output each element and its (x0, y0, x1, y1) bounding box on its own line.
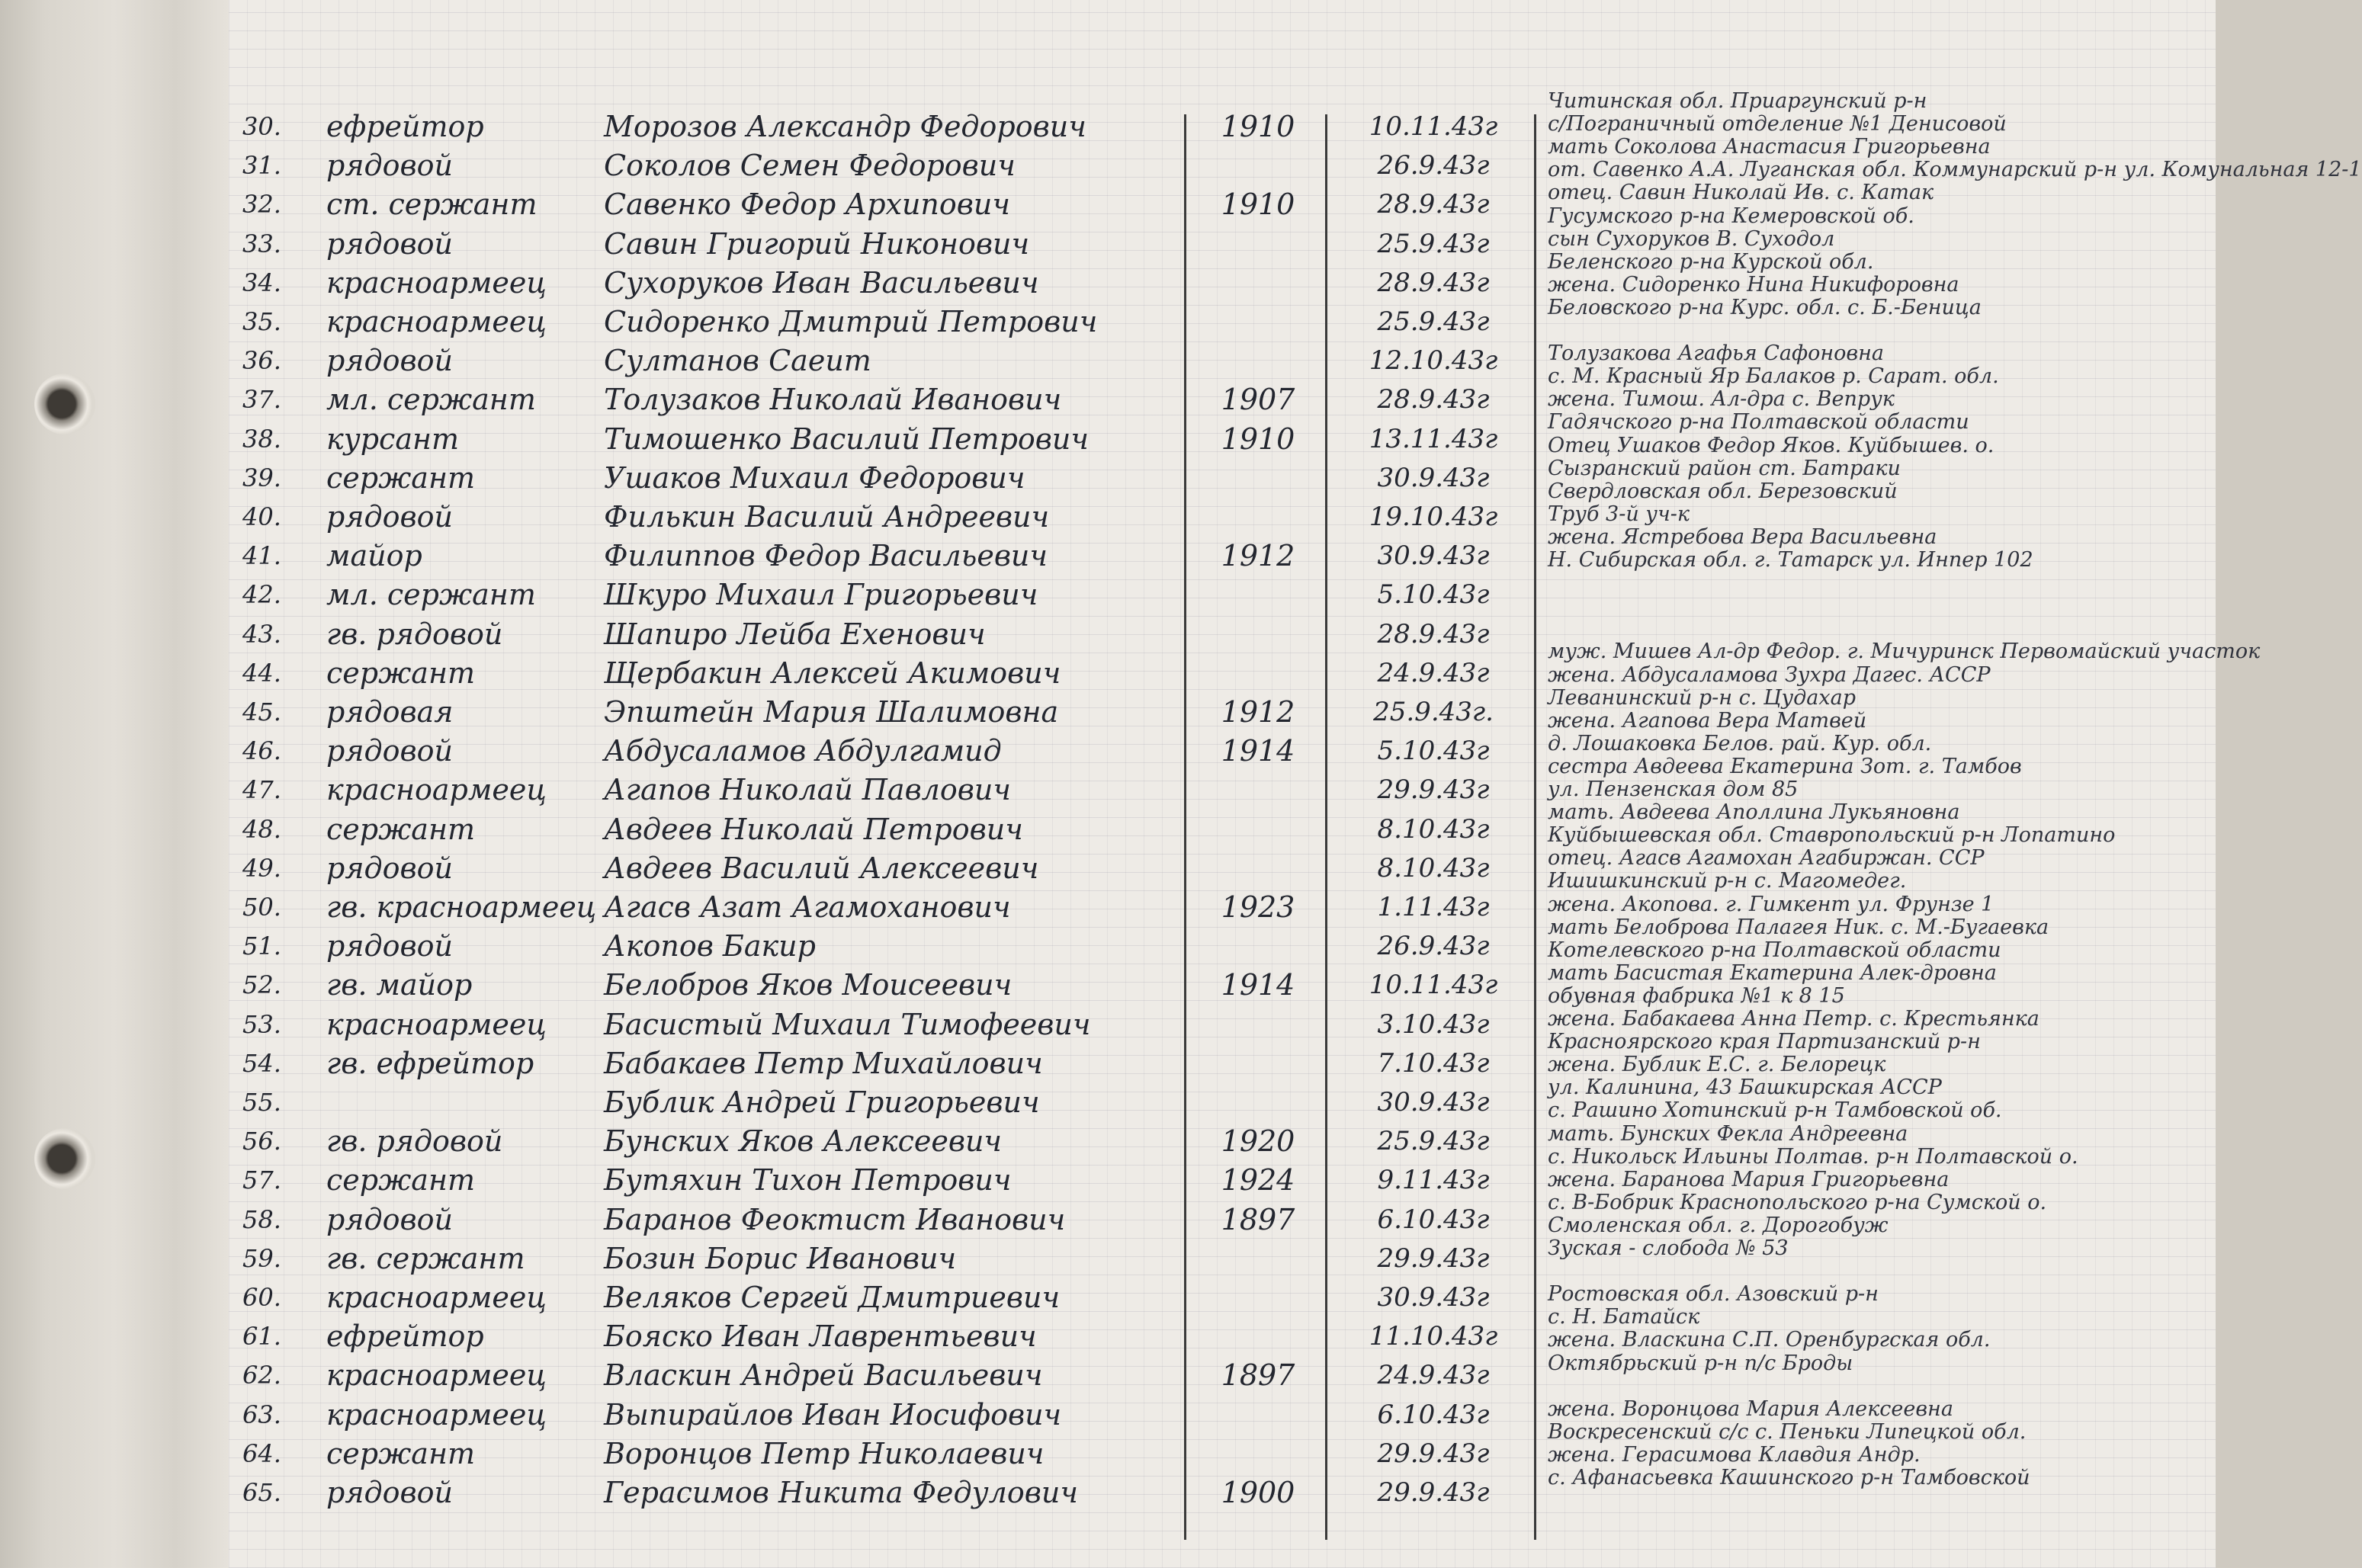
entry-rank: гв. майор (326, 968, 473, 1002)
note-line: жена. Власкина С.П. Оренбургская обл. (1548, 1328, 1991, 1352)
entry-rank: рядовой (326, 344, 453, 378)
entry-date: 28.9.43г (1377, 384, 1490, 415)
entry-number: 54. (242, 1048, 281, 1078)
note-line: с. Никольск Ильины Полтав. р-н Полтавской о. (1548, 1144, 2078, 1169)
note-line: Зуская - слобода № 53 (1548, 1236, 1789, 1260)
entry-rank: рядовой (326, 734, 453, 768)
entry-number: 59. (242, 1243, 281, 1273)
entry-full-name: Агасв Азат Агамоханович (604, 890, 1011, 924)
entry-full-name: Выпирайлов Иван Иосифович (604, 1397, 1062, 1432)
entry-date: 9.11.43г (1377, 1165, 1490, 1196)
entry-number: 33. (242, 229, 281, 258)
entry-rank: красноармеец (326, 1281, 547, 1314)
entry-full-name: Сидоренко Дмитрий Петрович (604, 305, 1098, 338)
note-line: мать Белоброва Палагея Ник. с. М.-Бугаевка (1548, 915, 2049, 939)
note-line: Отец Ушаков Федор Яков. Куйбышев. о. (1548, 433, 1995, 457)
entry-number: 53. (242, 1009, 281, 1039)
entry-full-name: Басистый Михаил Тимофеевич (604, 1007, 1091, 1041)
entry-rank: сержант (326, 812, 476, 846)
entry-rank: гв. красноармеец (326, 890, 597, 924)
entry-number: 45. (242, 697, 281, 726)
note-line: Октябрьский р-н п/с Броды (1548, 1351, 1853, 1375)
note-line: Ишишкинский р-н с. Магомедег. (1548, 869, 1907, 893)
entry-full-name: Бублик Андрей Григорьевич (604, 1085, 1040, 1119)
entry-rank: красноармеец (326, 1397, 547, 1432)
entry-date: 26.9.43г (1377, 931, 1490, 962)
entry-birth-year: 1910 (1221, 422, 1295, 456)
entry-rank: красноармеец (326, 1007, 547, 1041)
entry-full-name: Белобров Яков Моисеевич (604, 968, 1013, 1002)
entry-date: 29.9.43г (1377, 774, 1490, 806)
entry-date: 8.10.43г (1377, 852, 1490, 883)
entry-rank: мл. сержант (326, 578, 536, 612)
entry-full-name: Соколов Семен Федорович (604, 149, 1016, 183)
entry-full-name: Власкин Андрей Васильевич (604, 1358, 1043, 1393)
entry-birth-year: 1924 (1221, 1163, 1295, 1198)
entry-number: 64. (242, 1438, 281, 1468)
entry-rank: красноармеец (326, 265, 547, 300)
entry-birth-year: 1907 (1221, 383, 1295, 417)
entry-full-name: Толузаков Николай Иванович (604, 383, 1062, 417)
note-line: Толузакова Агафья Сафоновна (1548, 341, 1884, 366)
entry-full-name: Султанов Саеит (604, 344, 871, 378)
note-line: Н. Сибирская обл. г. Татарск ул. Инпер 102 (1548, 548, 2033, 572)
note-line: ул. Калинина, 43 Башкирская АССР (1548, 1076, 1942, 1100)
entry-date: 6.10.43г (1377, 1399, 1490, 1430)
entry-number: 42. (242, 580, 281, 610)
note-line: Труб 3-й уч-к (1548, 502, 1690, 526)
entry-date: 19.10.43г (1369, 502, 1498, 532)
entry-number: 46. (242, 736, 281, 766)
entry-number: 61. (242, 1322, 281, 1352)
entry-full-name: Абдусаламов Абдулгамид (604, 734, 1002, 768)
note-line: мать Басистая Екатерина Алек-дровна (1548, 960, 1997, 985)
entry-number: 37. (242, 385, 281, 415)
entry-full-name: Филиппов Федор Васильевич (604, 539, 1048, 573)
note-line: жена. Воронцова Мария Алексеевна (1548, 1396, 1953, 1421)
note-line: Воскресенский с/с с. Пеньки Липецкой обл. (1548, 1419, 2027, 1444)
entry-date: 10.11.43г (1369, 111, 1498, 142)
entry-full-name: Бояско Иван Лаврентьевич (604, 1319, 1037, 1354)
entry-full-name: Филькин Василий Андреевич (604, 500, 1050, 534)
entry-birth-year: 1912 (1221, 539, 1295, 573)
entry-date: 24.9.43г (1377, 1360, 1490, 1391)
entry-full-name: Щербакин Алексей Акимович (604, 656, 1061, 690)
entry-number: 51. (242, 932, 281, 961)
entry-date: 30.9.43г (1377, 540, 1490, 572)
entry-date: 28.9.43г (1377, 189, 1490, 220)
note-line: Смоленская обл. г. Дорогобуж (1548, 1213, 1889, 1237)
entry-number: 50. (242, 893, 281, 922)
entry-full-name: Бабакаев Петр Михайлович (604, 1046, 1043, 1080)
note-line: сестра Авдеева Екатерина Зот. г. Тамбов (1548, 754, 2022, 778)
entry-date: 25.9.43г (1377, 228, 1490, 259)
entry-rank: ефрейтор (326, 110, 484, 143)
entry-date: 29.9.43г (1377, 1438, 1490, 1469)
entry-date: 5.10.43г (1377, 579, 1490, 611)
entry-full-name: Ушаков Михаил Федорович (604, 460, 1025, 495)
note-line: Красноярского края Партизанский р-н (1548, 1030, 1981, 1054)
entry-date: 13.11.43г (1369, 423, 1498, 454)
note-line: жена. Ястребова Вера Васильевна (1548, 524, 1937, 549)
entry-rank: красноармеец (326, 305, 547, 338)
note-line: Беловского р-на Курс. обл. с. Б.-Беница (1548, 295, 1982, 319)
entry-date: 28.9.43г (1377, 618, 1490, 649)
entry-rank: рядовой (326, 929, 453, 964)
entry-full-name: Шапиро Лейба Ехенович (604, 617, 986, 651)
entry-date: 30.9.43г (1377, 1282, 1490, 1313)
note-line: мать. Бунских Фекла Андреевна (1548, 1121, 1908, 1146)
entry-birth-year: 1897 (1221, 1202, 1295, 1236)
entry-full-name: Воронцов Петр Николаевич (604, 1436, 1045, 1470)
entry-full-name: Шкуро Михаил Григорьевич (604, 578, 1038, 612)
entry-rank: гв. ефрейтор (326, 1046, 534, 1080)
entry-number: 31. (242, 151, 281, 181)
entry-date: 7.10.43г (1377, 1047, 1490, 1079)
entry-full-name: Морозов Александр Федорович (604, 110, 1086, 143)
entry-rank: майор (326, 539, 422, 573)
entry-date: 3.10.43г (1377, 1008, 1490, 1040)
note-line: от. Савенко А.А. Луганская обл. Коммунарский р-н ул. Комунальная 12-1 (1548, 158, 2362, 182)
note-line: с. В-Бобрик Краснопольского р-на Сумской о. (1548, 1190, 2047, 1214)
entry-date: 24.9.43г (1377, 657, 1490, 688)
note-line: обувная фабрика №1 к 8 15 (1548, 983, 1845, 1008)
note-line: с. Рашино Хотинский р-н Тамбовской об. (1548, 1098, 2002, 1123)
entry-full-name: Тимошенко Василий Петрович (604, 422, 1090, 456)
note-line: жена. Акопова. г. Гимкент ул. Фрунзе 1 (1548, 892, 1995, 916)
note-line: Гусумского р-на Кемеровской об. (1548, 204, 1914, 228)
note-line: с. Н. Батайск (1548, 1305, 1700, 1329)
entry-full-name: Савин Григорий Никонович (604, 226, 1030, 261)
entry-date: 28.9.43г (1377, 267, 1490, 298)
note-line: д. Лошаковка Белов. рай. Кур. обл. (1548, 731, 1932, 755)
note-line: жена. Баранова Мария Григорьевна (1548, 1167, 1950, 1191)
note-line: с. М. Красный Яр Балаков р. Сарат. обл. (1548, 364, 1999, 389)
note-line: Беленского р-на Курской обл. (1548, 249, 1874, 274)
entry-rank: красноармеец (326, 773, 547, 807)
entry-rank: гв. рядовой (326, 617, 503, 651)
note-line: с/Пограничный отделение №1 Денисовой (1548, 112, 2007, 136)
entry-full-name: Эпштейн Мария Шалимовна (604, 695, 1059, 729)
entry-date: 25.9.43г. (1373, 697, 1494, 727)
entry-number: 60. (242, 1283, 281, 1312)
entry-birth-year: 1900 (1221, 1476, 1295, 1509)
entry-full-name: Бутяхин Тихон Петрович (604, 1163, 1012, 1198)
entry-number: 52. (242, 970, 281, 1000)
entry-number: 44. (242, 658, 281, 688)
entry-full-name: Авдеев Николай Петрович (604, 812, 1023, 846)
entry-date: 29.9.43г (1377, 1243, 1490, 1274)
entry-date: 30.9.43г (1377, 462, 1490, 493)
entry-number: 47. (242, 775, 281, 805)
entry-number: 63. (242, 1400, 281, 1429)
entry-rank: красноармеец (326, 1358, 547, 1393)
entry-birth-year: 1920 (1221, 1124, 1295, 1159)
entry-rank: ст. сержант (326, 188, 538, 222)
note-line: жена. Бабакаева Анна Петр. с. Крестьянка (1548, 1007, 2039, 1031)
entry-date: 8.10.43г (1377, 813, 1490, 845)
entry-rank: рядовая (326, 695, 454, 729)
note-line: Читинская обл. Приаргунский р-н (1548, 89, 1927, 113)
entry-date: 30.9.43г (1377, 1087, 1490, 1117)
entry-date: 11.10.43г (1369, 1321, 1498, 1352)
entry-birth-year: 1910 (1221, 110, 1295, 143)
entry-rank: рядовой (326, 851, 453, 885)
entry-number: 62. (242, 1361, 281, 1390)
entry-date: 26.9.43г (1377, 150, 1490, 181)
note-line: жена. Агапова Вера Матвей (1548, 708, 1867, 733)
note-line: жена. Абдусаламова Зухра Дагес. АССР (1548, 662, 1991, 687)
entry-rank: рядовой (326, 1202, 453, 1236)
entry-rank: рядовой (326, 500, 453, 534)
entry-rank: сержант (326, 1436, 476, 1470)
entry-number: 56. (242, 1127, 281, 1156)
entry-number: 30. (242, 112, 281, 141)
entry-number: 34. (242, 268, 281, 297)
entry-birth-year: 1910 (1221, 188, 1295, 222)
entry-full-name: Бунских Яков Алексеевич (604, 1124, 1003, 1159)
entry-rank: рядовой (326, 149, 453, 183)
entry-full-name: Агапов Николай Павлович (604, 773, 1011, 807)
entry-birth-year: 1912 (1221, 695, 1295, 729)
entry-number: 58. (242, 1204, 281, 1234)
note-line: жена. Герасимова Клавдия Андр. (1548, 1442, 1921, 1467)
entry-number: 57. (242, 1166, 281, 1195)
entry-number: 40. (242, 502, 281, 531)
entry-number: 39. (242, 463, 281, 492)
note-line: Ростовская обл. Азовский р-н (1548, 1282, 1879, 1307)
note-line: жена. Тимош. Ал-дра с. Вепрук (1548, 387, 1895, 412)
entry-full-name: Бозин Борис Иванович (604, 1241, 957, 1275)
note-line: Куйбышевская обл. Ставропольский р-н Лопатино (1548, 823, 2116, 848)
entry-rank: гв. сержант (326, 1241, 525, 1275)
entry-rank: сержант (326, 656, 476, 690)
entry-birth-year: 1923 (1221, 890, 1295, 924)
entry-full-name: Акопов Бакир (604, 929, 816, 964)
entry-rank: сержант (326, 460, 476, 495)
entry-rank: мл. сержант (326, 383, 536, 417)
entry-number: 32. (242, 190, 281, 220)
entry-date: 12.10.43г (1369, 345, 1498, 377)
entry-birth-year: 1897 (1221, 1358, 1295, 1393)
entry-birth-year: 1914 (1221, 734, 1295, 768)
note-line: Сызранский район ст. Батраки (1548, 456, 1901, 480)
entry-date: 29.9.43г (1377, 1477, 1490, 1508)
entry-number: 48. (242, 814, 281, 844)
entry-full-name: Савенко Федор Архипович (604, 188, 1011, 222)
entry-full-name: Авдеев Василий Алексеевич (604, 851, 1039, 885)
entry-birth-year: 1914 (1221, 968, 1295, 1002)
note-line: муж. Мишев Ал-др Федор. г. Мичуринск Первомайский участок (1548, 640, 2261, 664)
entry-full-name: Веляков Сергей Дмитриевич (604, 1281, 1061, 1314)
entry-date: 10.11.43г (1369, 970, 1498, 1001)
note-line: отец. Савин Николай Ив. с. Катак (1548, 181, 1934, 205)
entry-rank: сержант (326, 1163, 476, 1198)
entry-rank: рядовой (326, 226, 453, 261)
entry-rank: гв. рядовой (326, 1124, 503, 1159)
note-line: жена. Сидоренко Нина Никифоровна (1548, 272, 1959, 297)
entry-date: 5.10.43г (1377, 736, 1490, 767)
entry-rank: ефрейтор (326, 1319, 484, 1354)
note-line: Гадячского р-на Полтавской области (1548, 410, 1969, 434)
entry-number: 36. (242, 346, 281, 376)
entry-date: 1.11.43г (1377, 892, 1490, 922)
note-line: ул. Пензенская дом 85 (1548, 778, 1799, 801)
note-line: мать. Авдеева Аполлина Лукьяновна (1548, 800, 1960, 825)
entry-number: 41. (242, 541, 281, 571)
entry-number: 49. (242, 853, 281, 883)
entry-number: 65. (242, 1478, 281, 1507)
entry-rank: курсант (326, 422, 460, 456)
note-line: жена. Бублик Е.С. г. Белорецк (1548, 1053, 1886, 1077)
entry-number: 38. (242, 424, 281, 454)
entry-number: 43. (242, 619, 281, 649)
entry-date: 25.9.43г (1377, 1126, 1490, 1157)
entry-full-name: Сухоруков Иван Васильевич (604, 265, 1039, 300)
note-line: Свердловская обл. Березовский (1548, 479, 1898, 503)
entry-full-name: Баранов Феоктист Иванович (604, 1202, 1066, 1236)
note-line: мать Соколова Анастасия Григорьевна (1548, 135, 1991, 159)
entry-number: 55. (242, 1088, 281, 1117)
note-line: отец. Агасв Агамохан Агабиржан. ССР (1548, 846, 1985, 871)
entry-date: 6.10.43г (1377, 1204, 1490, 1235)
entry-date: 25.9.43г (1377, 306, 1490, 337)
note-line: Котелевского р-на Полтавской области (1548, 938, 2001, 962)
entry-rank: рядовой (326, 1476, 453, 1509)
note-line: сын Сухоруков В. Суходол (1548, 226, 1835, 251)
entry-number: 35. (242, 307, 281, 336)
entry-full-name: Герасимов Никита Федулович (604, 1476, 1078, 1509)
note-line: Леванинский р-н с. Цудахар (1548, 685, 1856, 710)
note-line: с. Афанасьевка Кашинского р-н Тамбовской (1548, 1466, 2030, 1489)
